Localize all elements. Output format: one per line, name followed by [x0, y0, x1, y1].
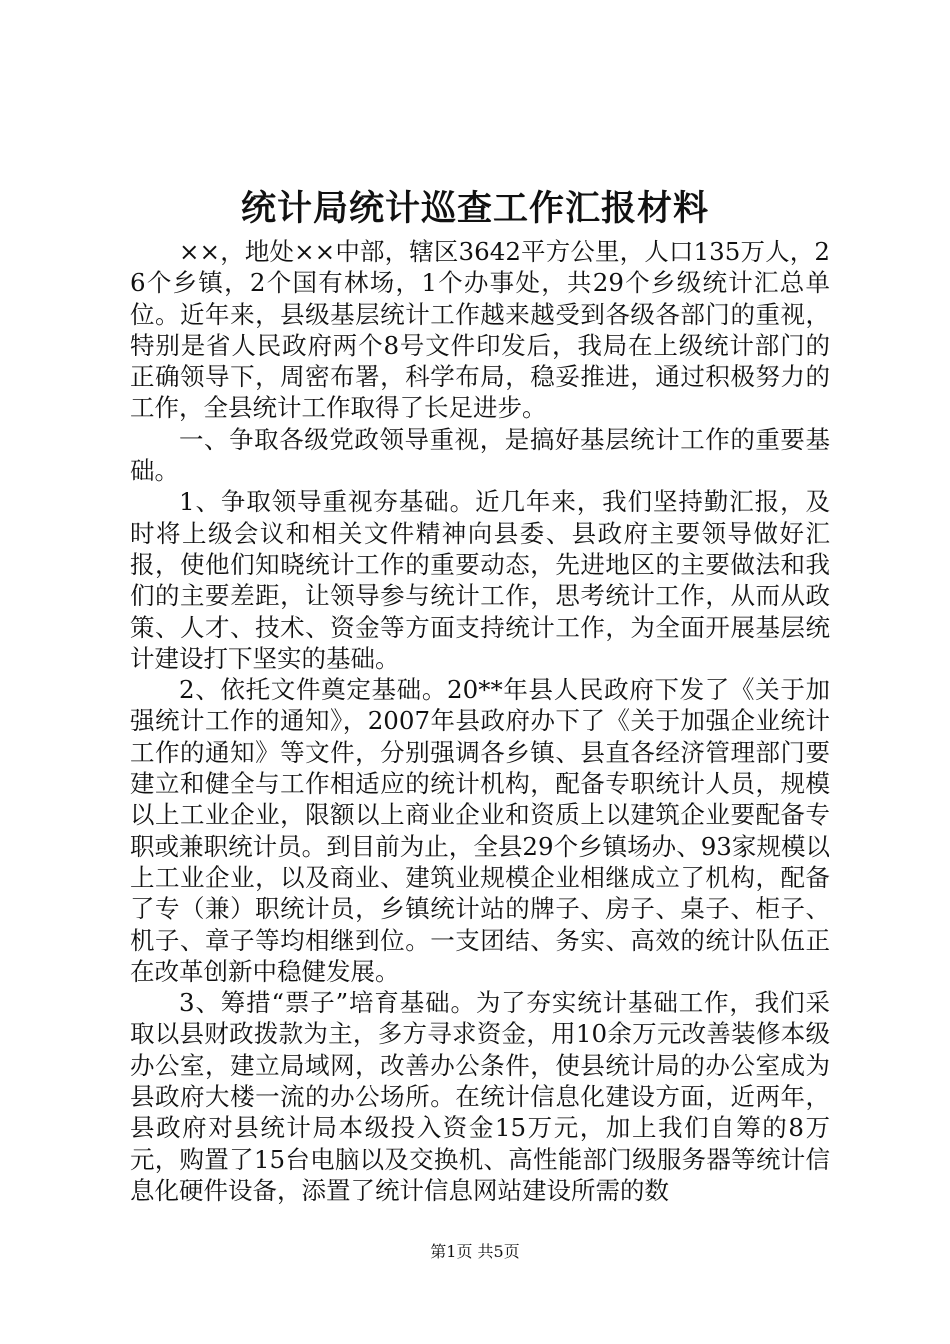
paragraph-item-2: 2、依托文件奠定基础。20**年县人民政府下发了《关于加强统计工作的通知》，2007年县政府办下了《关于加强企业统计工作的通知》等文件，分别强调各乡镇、县直各经济管理部门要建立和健全与工作相适应的统计机构，配备专职统计人员，规模以上工业企业，限额以上商业企业和资质上以建筑企业要配备专职或兼职统计员。到目前为止，全县29个乡镇场办、93家规模以上工业企业，以及商业、建筑业规模企业相继成立了机构，配备了专（兼）职统计员，乡镇统计站的牌子、房子、桌子、柜子、机子、章子等均相继到位。一支团结、务实、高效的统计队伍正在改革创新中稳健发展。	[130, 675, 830, 986]
section-heading-1: 一、争取各级党政领导重视，是搞好基层统计工作的重要基础。	[130, 424, 830, 486]
page-number-footer: 第1页 共5页	[430, 1242, 520, 1261]
paragraph-item-1: 1、争取领导重视夯基础。近几年来，我们坚持勤汇报，及时将上级会议和相关文件精神向县委、县政府主要领导做好汇报，使他们知晓统计工作的重要动态，先进地区的主要做法和我们的主要差距，让领导参与统计工作，思考统计工作，从而从政策、人才、技术、资金等方面支持统计工作，为全面开展基层统计建设打下坚实的基础。	[130, 487, 830, 673]
document-title: 统计局统计巡查工作汇报材料	[240, 189, 709, 229]
paragraph-item-3: 3、筹措“票子”培育基础。为了夯实统计基础工作，我们采取以县财政拨款为主，多方寻求资金，用10余万元改善装修本级办公室，建立局域网，改善办公条件，使县统计局的办公室成为县政府大楼一流的办公场所。在统计信息化建设方面，近两年，县政府对县统计局本级投入资金15万元，加上我们自筹的8万元，购置了15台电脑以及交换机、高性能部门级服务器等统计信息化硬件设备，添置了统计信息网站建设所需的数	[130, 988, 830, 1205]
intro-paragraph: ××，地处××中部，辖区3642平方公里，人口135万人，26个乡镇，2个国有林场，1个办事处，共29个乡级统计汇总单位。近年来，县级基层统计工作越来越受到各级各部门的重视，特别是省人民政府两个8号文件印发后，我局在上级统计部门的正确领导下，周密布署，科学布局，稳妥推进，通过积极努力的工作，全县统计工作取得了长足进步。	[130, 237, 830, 423]
document-body	[130, 236, 830, 1206]
